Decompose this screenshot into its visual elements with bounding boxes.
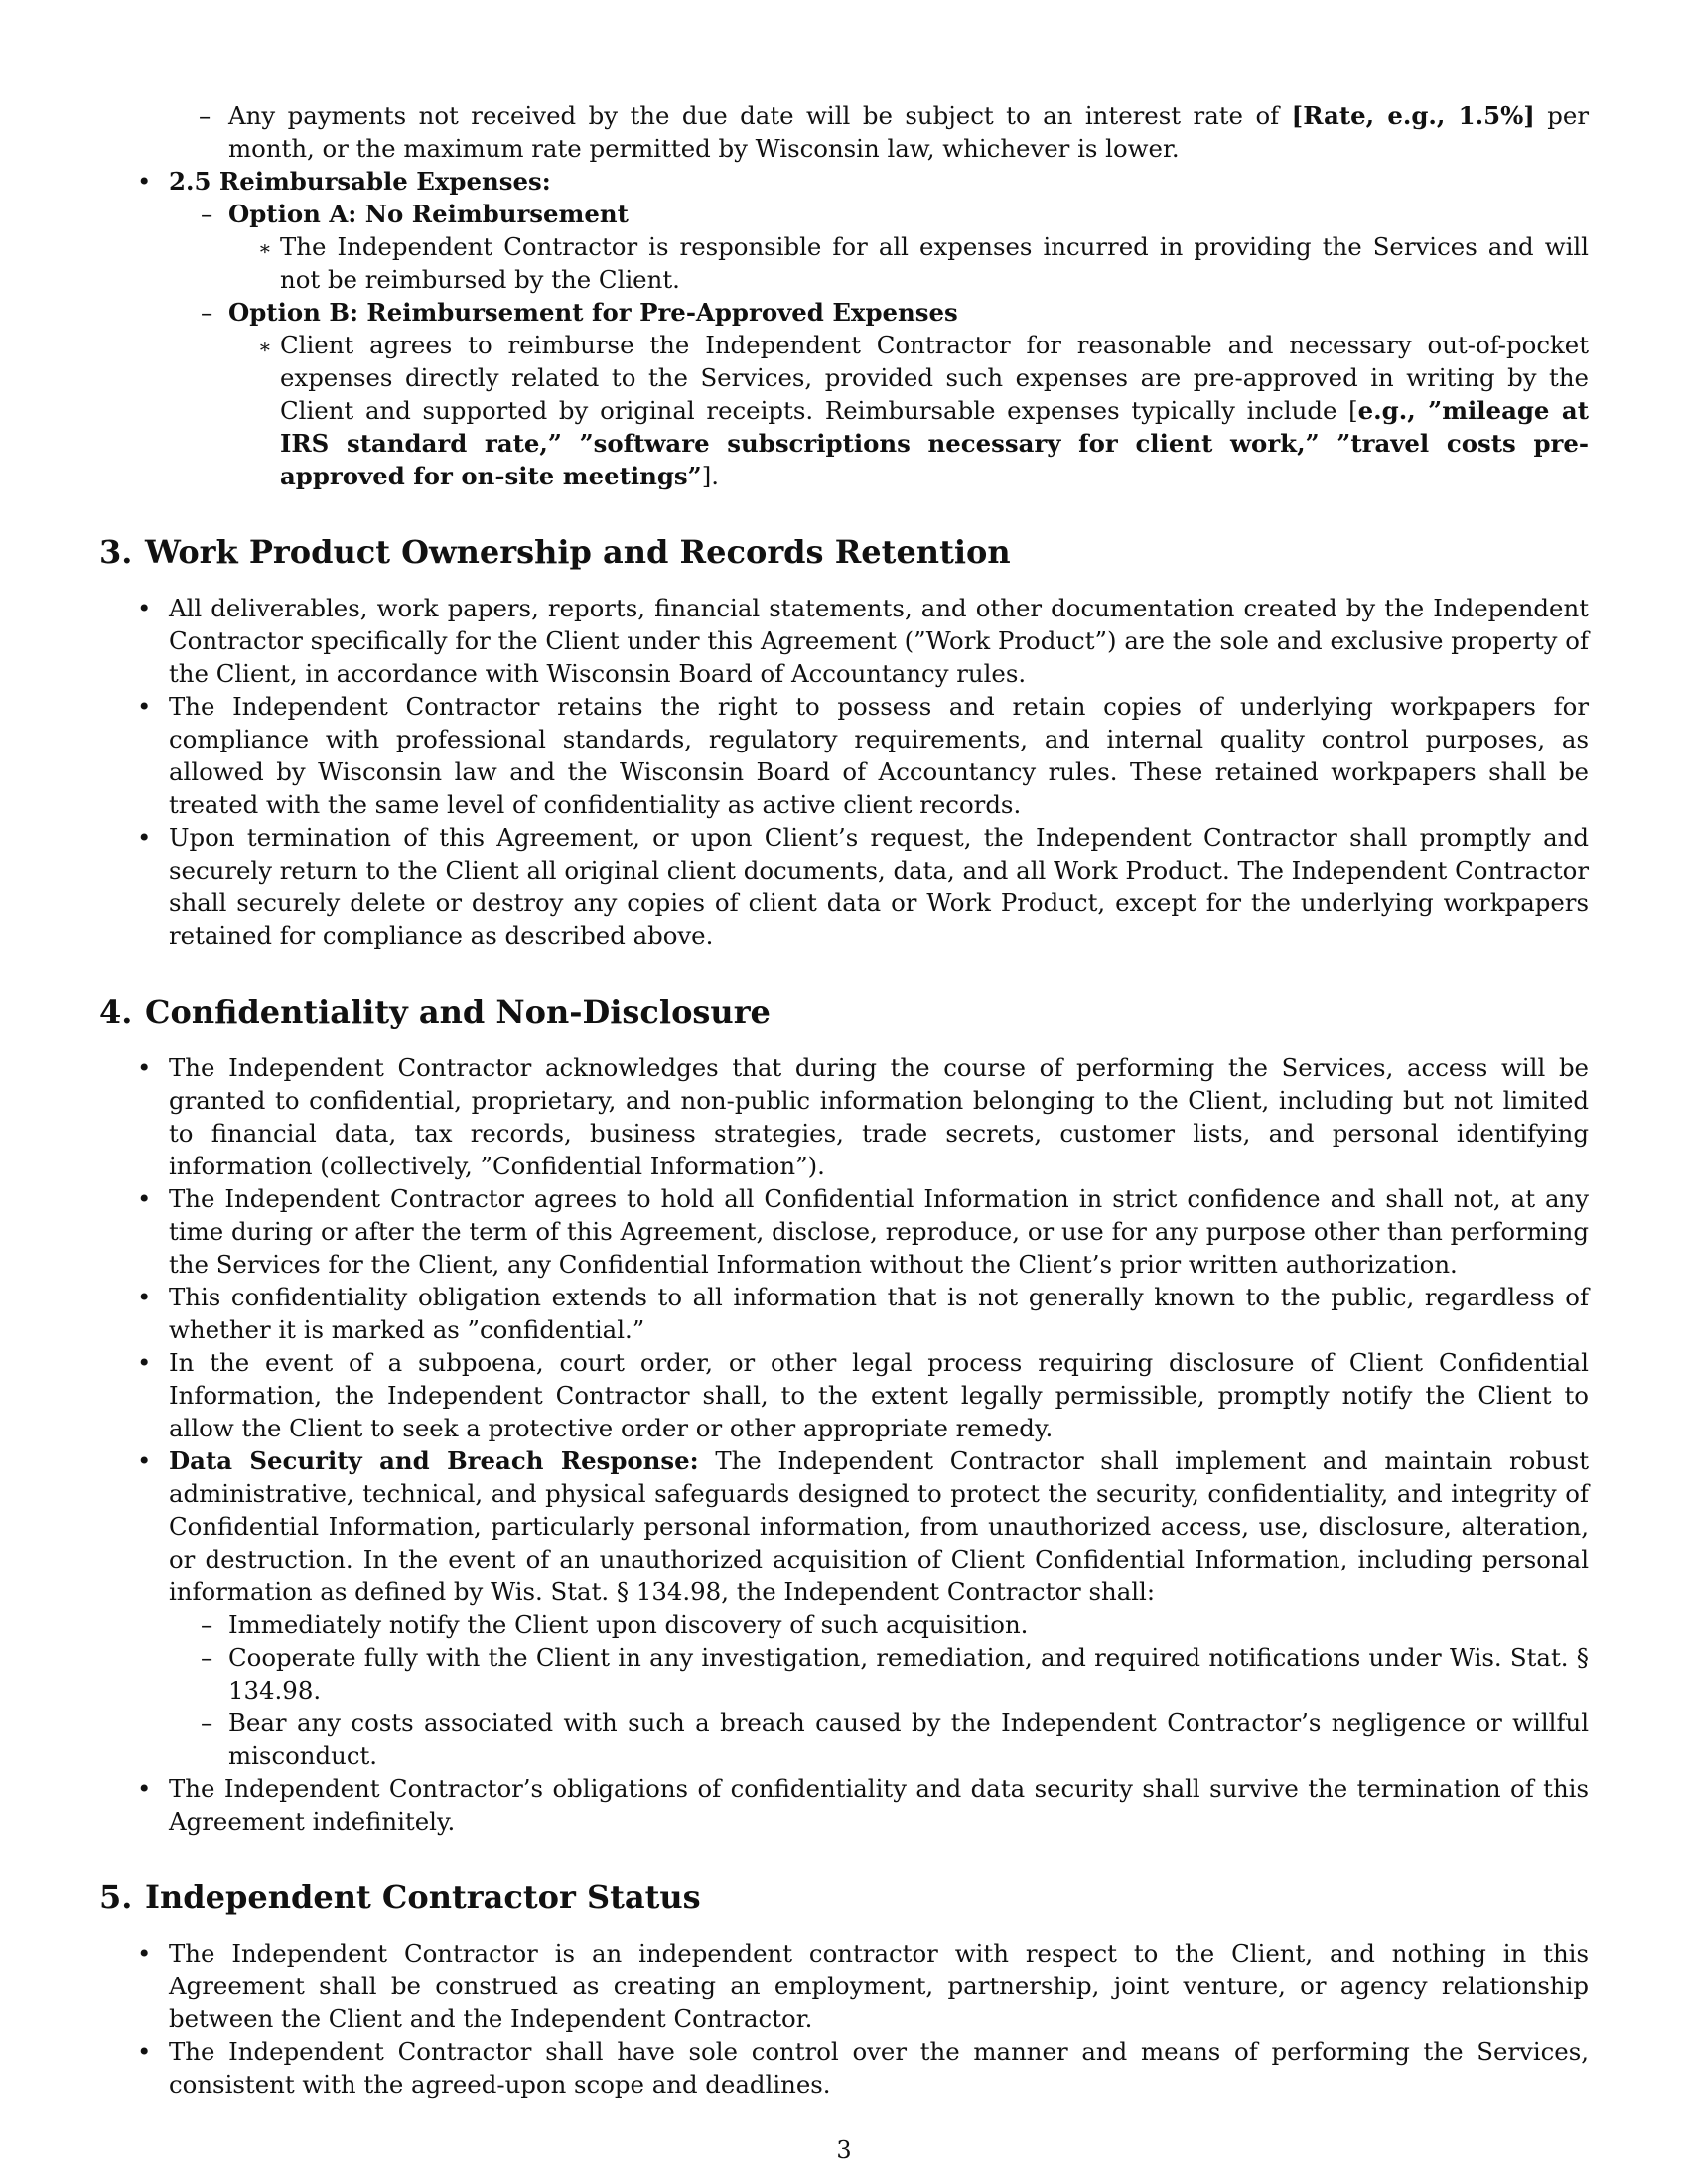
dash-marker: – [201,1708,213,1737]
examples-placeholder: e.g., ”mileage at IRS standard rate,” ”software subscriptions necessary for client work,” ”travel costs pre-approved for on-site meetings” [280,396,1589,490]
list-item [99,821,1589,952]
page-number: 3 [836,2136,852,2164]
item-text: Immediately notify the Client upon discovery of such acquisition. [228,1610,1029,1639]
dash-marker: – [199,101,211,130]
list-item [99,1937,1589,2035]
item-text: Bear any costs associated with such a breach caused by the Independent Contractor’s negligence or willful misconduct. [228,1708,1589,1770]
payment-terms-list [99,99,1589,165]
list-item [169,1641,1589,1706]
breach-steps-list [169,1608,1589,1772]
option-heading: Option A: No Reimbursement [228,200,629,228]
list-item [99,592,1589,690]
section-number: 3. [99,533,133,571]
bullet-marker: • [137,823,152,852]
item-text: The Independent Contractor shall implement and maintain robust administrative, technical, and physical safeguards designed to protect the security, confidentiality, and integrity of Confidential Information, particularly personal information, from unauthorized access, use, disclosure, alteration, or destruction. In the event of an unauthorized acquisition of Client Confidential Information, including personal information as defined by Wis. Stat. § 134.98, the Independent Contractor shall: [169,1446,1589,1606]
section-heading [99,532,1589,572]
list-item [99,1182,1589,1281]
section-number: 5. [99,1878,133,1916]
item-text: In the event of a subpoena, court order, or other legal process requiring disclosure of Client Confidential Information, the Independent Contractor shall, to the extent legally permissible, promptly notify the Client to allow the Client to seek a protective order or other appropriate remedy. [169,1348,1589,1442]
bullet-marker: • [137,1446,152,1475]
bracket: ]. [701,462,719,490]
item-text: Upon termination of this Agreement, or upon Client’s request, the Independent Contractor shall promptly and securely return to the Client all original client documents, data, and all Work Product. The Independent Contractor shall securely delete or destroy any copies of client data or Work Product, except for the underlying workpapers retained for compliance as described above. [169,823,1589,950]
payment-text: Any payments not received by the due date will be subject to an interest rate of [228,101,1292,130]
item-text: This confidentiality obligation extends to all information that is not generally known to the public, regardless of whether it is marked as ”confidential.” [169,1283,1589,1344]
section-list [99,1051,1589,1838]
item-text: The Independent Contractor shall have sole control over the manner and means of performing the Services, consistent with the agreed-upon scope and deadlines. [169,2037,1589,2099]
option-text: The Independent Contractor is responsible for all expenses incurred in providing the Services and will not be reimbursed by the Client. [280,232,1589,294]
bullet-marker: • [137,1348,152,1377]
option-text: Client agrees to reimburse the Independent Contractor for reasonable and necessary out-of-pocket expenses directly related to the Services, provided such expenses are pre-approved in writing by the Client and supported by original receipts. Reimbursable expenses typically include [280,331,1589,425]
section-heading [99,1877,1589,1917]
option-heading: Option B: Reimbursement for Pre-Approved Expenses [228,298,958,327]
bullet-marker: • [137,167,152,196]
section-list [99,1937,1589,2101]
bracket: [ [1348,396,1358,425]
item-label: Data Security and Breach Response: [169,1446,699,1475]
list-item [99,99,1589,165]
list-item [99,1051,1589,1182]
item-text: The Independent Contractor’s obligations of confidentiality and data security shall survive the termination of this Agreement indefinitely. [169,1774,1589,1836]
bullet-marker: • [137,1053,152,1082]
list-item [99,165,1589,492]
list-item [99,690,1589,821]
item-text: The Independent Contractor acknowledges that during the course of performing the Services, access will be granted to confidential, proprietary, and non-public information belonging to the Client, including but not limited to financial data, tax records, business strategies, trade secrets, customer lists, and personal identifying information (collectively, ”Confidential Information”). [169,1053,1589,1180]
dash-marker: – [201,1610,213,1639]
section-title: Work Product Ownership and Records Retention [145,533,1011,571]
section-list [99,592,1589,952]
bullet-marker: • [137,1283,152,1311]
item-text: The Independent Contractor is an independent contractor with respect to the Client, and nothing in this Agreement shall be construed as creating an employment, partnership, joint venture, or agency relationship between the Client and the Independent Contractor. [169,1939,1589,2033]
list-item [99,1346,1589,1444]
bullet-marker: • [137,594,152,622]
payment-text: per month, or the maximum rate permitted by Wisconsin law, whichever is lower. [228,101,1589,163]
bullet-marker: • [137,692,152,721]
list-item [169,1608,1589,1641]
bullet-marker: • [137,1939,152,1968]
list-item [99,1444,1589,1772]
bullet-marker: • [137,1184,152,1213]
list-item [99,2035,1589,2101]
reimbursement-list [99,165,1589,492]
list-item [169,1706,1589,1772]
item-text: The Independent Contractor agrees to hold all Confidential Information in strict confidence and shall not, at any time during or after the term of this Agreement, disclose, reproduce, or use for any purpose other than performing the Services for the Client, any Confidential Information without the Client’s prior written authorization. [169,1184,1589,1279]
section-number: 4. [99,993,133,1030]
section-heading [99,992,1589,1031]
dash-marker: – [201,298,213,327]
section-title: Confidentiality and Non-Disclosure [145,993,771,1030]
bullet-marker: • [137,1774,152,1803]
list-item [228,329,1589,492]
dash-marker: – [201,1643,213,1672]
list-item [99,1772,1589,1838]
option-detail-list [228,230,1589,296]
item-text: Cooperate fully with the Client in any investigation, remediation, and required notifications under Wis. Stat. § 134.98. [228,1643,1589,1705]
asterisk-marker: ∗ [258,335,272,358]
item-text: All deliverables, work papers, reports, financial statements, and other documentation created by the Independent Contractor specifically for the Client under this Agreement (”Work Product”) are the sole and exclusive property of the Client, in accordance with Wisconsin Board of Accountancy rules. [169,594,1589,688]
option-detail-list [228,329,1589,492]
dash-marker: – [201,200,213,228]
section-title: Independent Contractor Status [145,1878,701,1916]
subsection-heading: 2.5 Reimbursable Expenses: [169,167,551,196]
item-text: The Independent Contractor retains the right to possess and retain copies of underlying workpapers for compliance with professional standards, regulatory requirements, and internal quality control purposes, as allowed by Wisconsin law and the Wisconsin Board of Accountancy rules. These retained workpapers shall be treated with the same level of confidentiality as active client records. [169,692,1589,819]
list-item [99,1281,1589,1346]
list-item [169,198,1589,296]
list-item [228,230,1589,296]
options-list [169,198,1589,492]
bullet-marker: • [137,2037,152,2066]
list-item [169,296,1589,492]
asterisk-marker: ∗ [258,236,272,260]
payment-rate-placeholder: [Rate, e.g., 1.5%] [1291,101,1535,130]
